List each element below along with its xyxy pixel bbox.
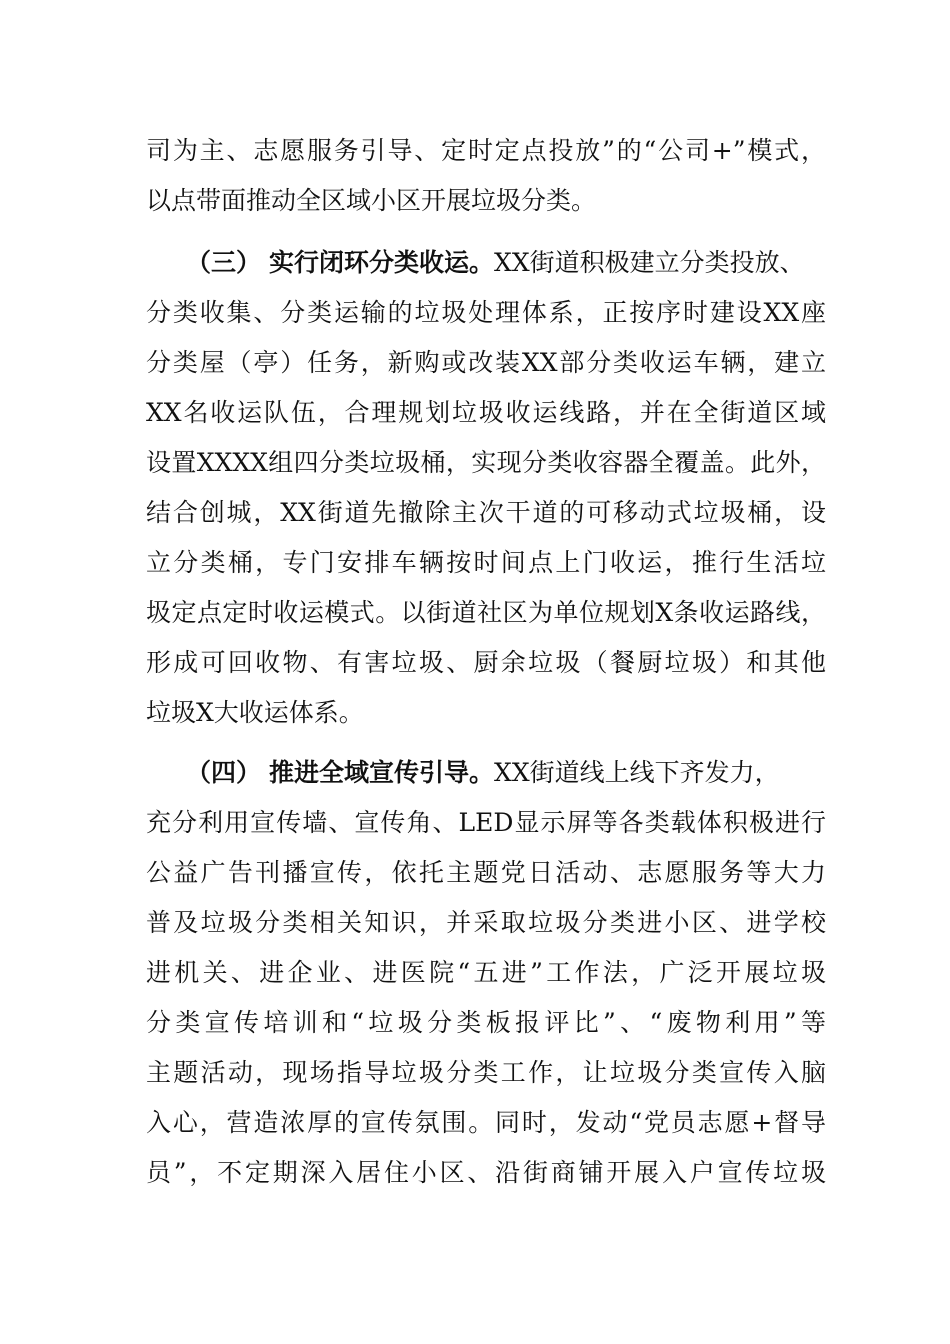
- section-number: （四）: [186, 758, 262, 787]
- text-line: 员”，不定期深入居住小区、沿街商铺开展入户宣传垃圾: [146, 1158, 826, 1187]
- paragraph-3: [146, 748, 826, 1198]
- text-line: 设置XXXX组四分类垃圾桶，实现分类收容器全覆盖。此外，: [146, 448, 826, 477]
- text-line: 普及垃圾分类相关知识，并采取垃圾分类进小区、进学校: [146, 908, 826, 937]
- paragraph-2: [146, 238, 826, 738]
- text-run: XX街道积极建立分类投放、: [494, 248, 805, 277]
- section-number: （三）: [186, 248, 262, 277]
- text-line: 结合创城，XX街道先撤除主次干道的可移动式垃圾桶，设: [146, 498, 826, 527]
- paragraph-1: [146, 126, 826, 226]
- text-line: 分类宣传培训和“垃圾分类板报评比”、“废物利用”等: [146, 1008, 826, 1037]
- text-line: 垃圾X大收运体系。: [146, 698, 364, 727]
- text-line: 入心，营造浓厚的宣传氛围。同时，发动“党员志愿+督导: [146, 1108, 826, 1137]
- text-run: XX街道线上线下齐发力，: [494, 758, 780, 787]
- text-line: 形成可回收物、有害垃圾、厨余垃圾（餐厨垃圾）和其他: [146, 648, 826, 677]
- text-line: 充分利用宣传墙、宣传角、LED显示屏等各类载体积极进行: [146, 808, 826, 837]
- text-line: 进机关、进企业、进医院“五进”工作法，广泛开展垃圾: [146, 958, 826, 987]
- paragraph-heading-line: [146, 748, 826, 798]
- paragraph-heading-line: [146, 238, 826, 288]
- text-line: 以点带面推动全区域小区开展垃圾分类。: [146, 186, 597, 215]
- section-title: 推进全域宣传引导。: [269, 758, 495, 787]
- text-line: 公益广告刊播宣传，依托主题党日活动、志愿服务等大力: [146, 858, 826, 887]
- text-line: 分类屋（亭）任务，新购或改装XX部分类收运车辆，建立: [146, 348, 826, 377]
- text-line: 立分类桶，专门安排车辆按时间点上门收运，推行生活垃: [146, 548, 826, 577]
- text-line: XX名收运队伍，合理规划垃圾收运线路，并在全街道区域: [146, 398, 826, 427]
- text-line: 司为主、志愿服务引导、定时定点投放”的“公司+”模式，: [146, 136, 826, 165]
- section-title: 实行闭环分类收运。: [269, 248, 495, 277]
- text-line: 分类收集、分类运输的垃圾处理体系，正按序时建设XX座: [146, 298, 826, 327]
- text-line: 主题活动，现场指导垃圾分类工作，让垃圾分类宣传入脑: [146, 1058, 826, 1087]
- text-line: 圾定点定时收运模式。以街道社区为单位规划X条收运路线，: [146, 598, 826, 627]
